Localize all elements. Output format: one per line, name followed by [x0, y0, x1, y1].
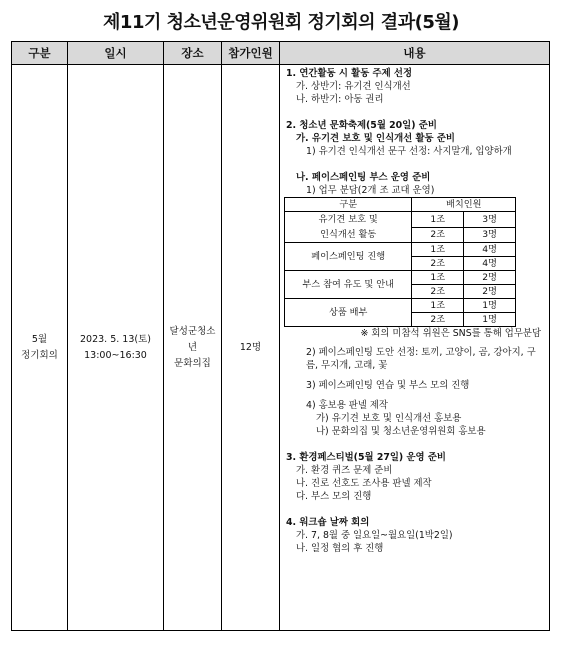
header-datetime: 일시	[68, 42, 164, 65]
table-row	[285, 299, 516, 313]
section2-b3: 3) 페이스페인팅 연습 및 부스 모의 진행	[306, 380, 470, 391]
section2-a-title: 가. 유기견 보호 및 인식개선 활동 준비	[296, 133, 455, 144]
section1-item: 가. 상반기: 유기견 인식개선	[296, 81, 411, 92]
table-row	[285, 212, 516, 228]
section2-b4-item: 가) 유기견 보호 및 인식개선 홍보용	[316, 413, 462, 424]
section1-item: 나. 하반기: 아동 권리	[296, 94, 384, 105]
assignment-group: 2조	[412, 227, 464, 243]
assignment-header-count: 배치인원	[412, 198, 516, 212]
section4-item: 나. 일정 협의 후 진행	[296, 543, 384, 554]
section3-item: 가. 환경 퀴즈 문제 준비	[296, 465, 393, 476]
table-row	[285, 271, 516, 285]
category-line2: 정기회의	[21, 349, 58, 361]
section2-b1: 1) 업무 분담(2개 조 교대 운영)	[306, 185, 435, 196]
assignment-count: 2명	[464, 271, 516, 285]
place-line1: 달성군청소년	[169, 325, 216, 353]
assignment-count: 1명	[464, 299, 516, 313]
assignment-task	[285, 212, 412, 243]
participants-count: 12명	[239, 341, 262, 353]
section4-title: 4. 워크숍 날짜 회의	[286, 517, 370, 528]
assignment-task: 부스 참여 유도 및 안내	[285, 271, 412, 299]
table-row	[12, 65, 550, 631]
assignment-count: 4명	[464, 257, 516, 271]
section1-title: 1. 연간활동 시 활동 주제 선정	[286, 68, 413, 79]
section2-b4: 4) 홍보용 판넬 제작	[306, 400, 388, 411]
section3-item: 나. 진로 선호도 조사용 판넬 제작	[296, 478, 432, 489]
assignment-group: 1조	[412, 299, 464, 313]
category-line1: 5월	[31, 333, 48, 345]
assignment-table	[284, 197, 516, 327]
header-category: 구분	[12, 42, 68, 65]
assignment-header-task: 구분	[285, 198, 412, 212]
table-row	[285, 243, 516, 257]
header-place: 장소	[164, 42, 222, 65]
table-header-row	[12, 42, 550, 65]
assignment-count: 4명	[464, 243, 516, 257]
section2-b-title: 나. 페이스페인팅 부스 운영 준비	[296, 172, 431, 183]
section2-b4-item: 나) 문화의집 및 청소년운영위원회 홍보용	[316, 426, 486, 437]
date-text: 2023. 5. 13(토)	[80, 333, 151, 345]
assignment-group: 2조	[412, 257, 464, 271]
datetime-cell	[68, 65, 164, 631]
header-content: 내용	[280, 42, 550, 65]
assignment-group: 1조	[412, 243, 464, 257]
assignment-count: 3명	[464, 227, 516, 243]
assignment-count: 3명	[464, 212, 516, 228]
section3-title: 3. 환경페스티벌(5월 27일) 운영 준비	[286, 452, 446, 463]
content-cell	[280, 65, 550, 631]
category-cell	[12, 65, 68, 631]
participants-cell	[222, 65, 280, 631]
place-cell	[164, 65, 222, 631]
section2-a1: 1) 유기견 인식개선 문구 선정: 사지말개, 입양하개	[306, 146, 512, 157]
assignment-task-line: 유기견 보호 및	[318, 214, 378, 225]
place-line2: 문화의집	[174, 357, 211, 369]
assignment-header-row	[285, 198, 516, 212]
header-participants: 참가인원	[222, 42, 280, 65]
assignment-group: 2조	[412, 285, 464, 299]
section2-b2: 2) 페이스페인팅 도안 선정: 토끼, 고양이, 곰, 강아지, 구름, 무지개, 고래, 꽃	[306, 347, 536, 371]
section2-title: 2. 청소년 문화축제(5월 20일) 준비	[286, 120, 437, 131]
assignment-count: 1명	[464, 313, 516, 327]
assignment-count: 2명	[464, 285, 516, 299]
absence-note: ※ 회의 미참석 위원은 SNS를 통해 업무분담	[360, 328, 541, 339]
assignment-task: 상품 배부	[285, 299, 412, 327]
assignment-group: 2조	[412, 313, 464, 327]
meeting-result-table	[11, 41, 550, 631]
assignment-group: 1조	[412, 271, 464, 285]
time-text: 13:00~16:30	[84, 349, 147, 361]
assignment-group: 1조	[412, 212, 464, 228]
section3-item: 다. 부스 모의 진행	[296, 491, 372, 502]
assignment-task-line: 인식개선 활동	[320, 229, 377, 240]
section4-item: 가. 7, 8월 중 일요일~월요일(1박2일)	[296, 530, 453, 541]
assignment-task: 페이스페인팅 진행	[285, 243, 412, 271]
document-title: 제11기 청소년운영위원회 정기회의 결과(5월)	[103, 12, 459, 33]
